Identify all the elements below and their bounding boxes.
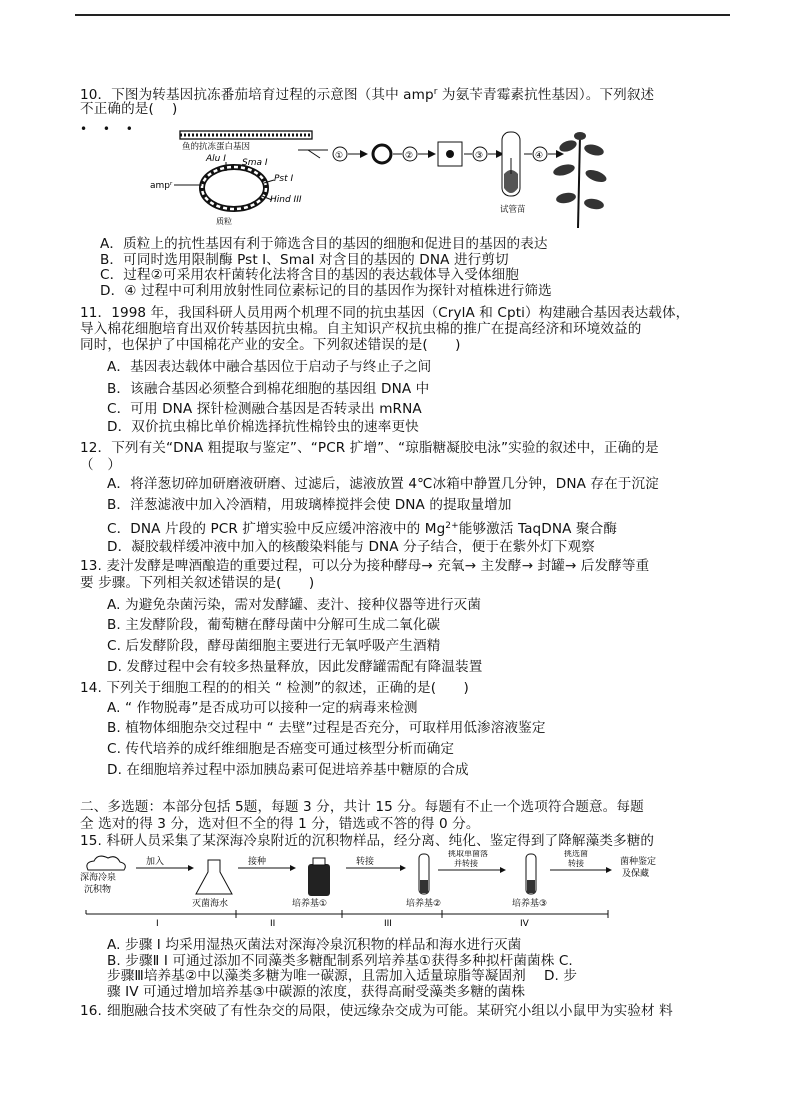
step4: ④ [535, 151, 544, 161]
pst-label: Pst I [274, 174, 294, 184]
q10-figure [150, 128, 610, 230]
bottle-icon [308, 864, 330, 896]
q10-stem-line1: 10．下图为转基因抗冻番茄培育过程的示意图（其中 amp$^r$ 为氨苄青霉素抗性基因）。下列叙述 [80, 87, 655, 103]
medium1-label: 培养基① [292, 899, 328, 909]
q10-option-c: C．过程②可采用农杆菌转化法将含目的基因的表达载体导入受体细胞 [100, 267, 519, 283]
q15-line-a: A. 步骤 I 均采用湿热灭菌法对深海冷泉沉积物的样品和海水进行灭菌 [107, 937, 522, 953]
q10-option-a: A．质粒上的抗性基因有利于筛选含目的基因的细胞和促进目的基因的表达 [100, 236, 548, 252]
sma-label: Sma I [242, 158, 268, 168]
step3: ③ [475, 151, 484, 161]
q11-option-d: D．双价抗虫棉比单价棉选择抗性棉铃虫的速率更快 [107, 419, 419, 435]
section2-line2: 全 选对的得 3 分，选对但不全的得 1 分，错选或不答的得 0 分。 [80, 816, 480, 832]
q12-option-a: A．将洋葱切碎加研磨液研磨、过滤后，滤液放置 4℃冰箱中静置几分钟，DNA 存在于沉淀 [107, 476, 659, 492]
q15-figure [80, 850, 720, 930]
pick2-line1: 挑选菌 [564, 850, 588, 858]
q14-option-a: A. “ 作物脱毒”是否成功可以接种一定的病毒来检测 [107, 700, 418, 716]
medium3-label: 培养基③ [512, 899, 548, 909]
cloud-icon [87, 856, 125, 870]
q10-option-d: D．④ 过程中可利用放射性同位素标记的目的基因作为探针对植株进行筛选 [100, 283, 552, 299]
step-i: I [156, 919, 159, 929]
q15-line-c: 步骤Ⅲ培养基②中以藻类多糖为唯一碳源，且需加入适量琼脂等凝固剂 D. 步 [107, 968, 578, 984]
q15-line-b: B. 步骤Ⅱ I 可通过添加不同藻类多糖配制系列培养基①获得多种拟杆菌菌株 C. [107, 953, 573, 969]
plasmid-label: 质粒 [216, 217, 232, 226]
alu-label: Alu I [206, 154, 226, 164]
seawater-label: 灭菌海水 [192, 899, 229, 909]
q11-stem-line3: 同时，也保护了中国棉花产业的安全。下列叙述错误的是( ) [80, 337, 461, 353]
step1: ① [335, 151, 344, 161]
header-rule [75, 14, 730, 16]
q13-option-d: D. 发酵过程中会有较多热量释放，因此发酵罐需配有降温装置 [107, 659, 483, 675]
flask-icon [196, 860, 232, 894]
q15-line-d: 骤 IV 可通过增加培养基③中碳源的浓度，获得高耐受藻类多糖的菌株 [107, 984, 526, 1000]
q12-stem-line1: 12．下列有关“DNA 粗提取与鉴定”、“PCR 扩增”、“琼脂糖凝胶电泳”实验的叙述中，正确的是 [80, 440, 659, 456]
step-iii: III [384, 919, 392, 929]
step2: ② [405, 151, 414, 161]
q13-stem-line2: 要 步骤。下列相关叙述错误的是( ) [80, 575, 315, 591]
q11-stem-line1: 11．1998 年，我国科研人员用两个机理不同的抗虫基因（CrylA 和 Cpti）构建融合基因表达载体， [80, 305, 690, 321]
q14-option-c: C. 传代培养的成纤维细胞是否癌变可通过核型分析而确定 [107, 741, 455, 757]
q14-option-d: D. 在细胞培养过程中添加胰岛素可促进培养基中糖原的合成 [107, 762, 469, 778]
tube-label: 试管苗 [500, 205, 526, 215]
q13-option-b: B. 主发酵阶段，葡萄糖在酵母菌中分解可生成二氧化碳 [107, 617, 441, 633]
transfer-label: 转接 [356, 857, 375, 867]
emphasis-dots: • • • [80, 122, 139, 136]
section2-line1: 二、多选题：本部分包括 5题，每题 3 分，共计 15 分。每题有不止一个选项符合题意。每题 [80, 799, 644, 815]
hind-label: Hind III [270, 195, 302, 205]
q14-stem: 14. 下列关于细胞工程的的相关 “ 检测”的叙述，正确的是( ) [80, 680, 469, 696]
q12-option-b: B．洋葱滤液中加入冷酒精，用玻璃棒搅拌会使 DNA 的提取量增加 [107, 497, 512, 513]
step-ii: II [270, 919, 276, 929]
q12-stem-line2: （ ） [80, 457, 122, 473]
q11-stem-line2: 导入棉花细胞培育出双价转基因抗虫棉。自主知识产权抗虫棉的推广在提高经济和环境效益的 [80, 321, 642, 337]
q11-option-b: B．该融合基因必须整合到棉花细胞的基因组 DNA 中 [107, 381, 430, 397]
q11-option-c: C．可用 DNA 探针检测融合基因是否转录出 mRNA [107, 401, 422, 417]
q12-option-c: C．DNA 片段的 PCR 扩增实验中反应缓冲溶液中的 $Mg^{2+}$能够激活 TaqDNA 聚合酶 [107, 521, 618, 537]
q11-option-a: A．基因表达载体中融合基因位于启动子与终止子之间 [107, 359, 432, 375]
q10-stem-line2: 不正确的是( ) [80, 101, 178, 117]
tomato-plant [552, 132, 608, 228]
identify-line2: 及保藏 [622, 869, 650, 879]
q16-number: 16. [80, 1003, 102, 1019]
q16-stem: 细胞融合技术突破了有性杂交的局限，使远缘杂交成为可能。某研究小组以小鼠甲为实验材 料 [107, 1003, 673, 1019]
q12-option-d: D．凝胶载样缓冲液中加入的核酸染料能与 DNA 分子结合，便于在紫外灯下观察 [107, 539, 595, 555]
identify-line1: 菌种鉴定 [620, 857, 657, 867]
pick-line1: 挑取单菌落 [448, 850, 488, 858]
q13-option-a: A. 为避免杂菌污染，需对发酵罐、麦汁、接种仪器等进行灭菌 [107, 597, 482, 613]
add-label: 加入 [146, 857, 165, 867]
gene-label: 鱼的抗冻蛋白基因 [182, 142, 251, 152]
q13-option-c: C. 后发酵阶段，酵母菌细胞主要进行无氧呼吸产生酒精 [107, 638, 441, 654]
q10-option-b: B．可同时选用限制酶 Pst I、SmaI 对含目的基因的 DNA 进行剪切 [100, 252, 509, 268]
medium2-label: 培养基② [406, 899, 442, 909]
pick2-line2: 转接 [568, 859, 584, 868]
q13-stem-line1: 13. 麦汁发酵是啤酒酿造的重要过程，可以分为接种酵母→ 充氧→ 主发酵→ 封罐→ 后发酵等重 [80, 558, 650, 574]
recombinant-plasmid [373, 145, 391, 163]
source-line2: 沉积物 [84, 885, 112, 895]
source-line1: 深海冷泉 [80, 873, 117, 883]
step-iv: IV [520, 919, 529, 929]
amp-label: ampʳ [150, 181, 173, 191]
pick-line2: 并转接 [454, 859, 478, 868]
q14-option-b: B. 植物体细胞杂交过程中 “ 去壁”过程是否充分，可取样用低渗溶液鉴定 [107, 720, 546, 736]
inoculate-label: 接种 [248, 857, 267, 867]
q15-stem: 15. 科研人员采集了某深海冷泉附近的沉积物样品，经分离、纯化、鉴定得到了降解藻类多糖的 [80, 833, 655, 849]
